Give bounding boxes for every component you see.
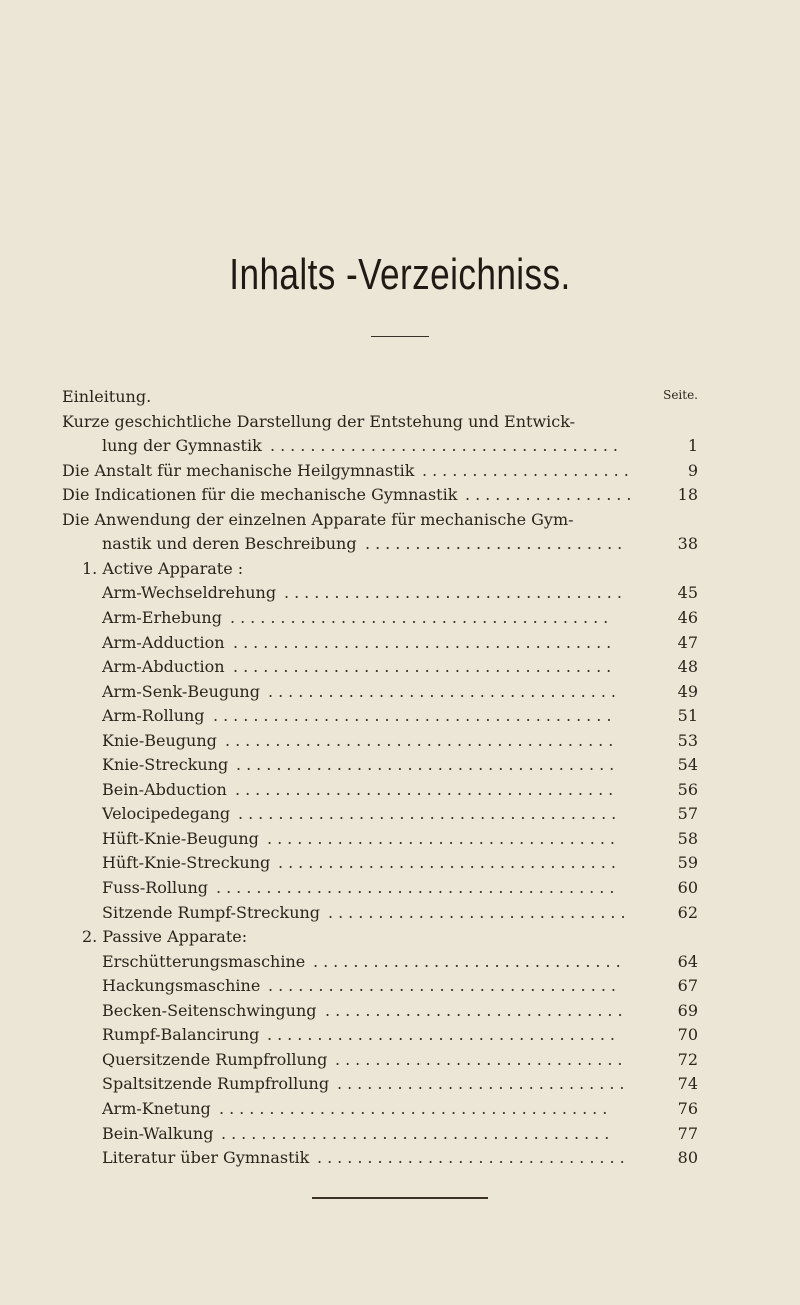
- leader-dots: ...............................: [317, 1148, 630, 1168]
- toc-entry-title: Velocipedegang: [102, 804, 231, 824]
- toc-entry-title: Bein-Walkung: [102, 1123, 214, 1143]
- leader-dots: ......................................: [236, 755, 620, 775]
- toc-entry-page: 45: [677, 583, 698, 603]
- leader-dots: .......................................: [221, 1123, 615, 1143]
- toc-entry-title: Kurze geschichtliche Darstellung der Entstehung und Entwick-: [62, 411, 576, 431]
- toc-entry-title: Fuss-Rollung: [102, 878, 208, 897]
- toc-entry-page: 58: [677, 828, 698, 848]
- toc-entry-page: 54: [677, 755, 698, 775]
- toc-entry-title: Bein-Abduction: [102, 779, 227, 799]
- toc-entry-title: Arm-Rollung: [102, 706, 205, 726]
- leader-dots: ........................................: [216, 878, 620, 897]
- toc-entry-title: Knie-Streckung: [102, 755, 229, 775]
- toc-entry: [62, 679, 698, 705]
- toc-entry: [62, 1121, 698, 1147]
- toc-entry-page: 57: [677, 804, 698, 824]
- toc-entry-page: 76: [677, 1098, 698, 1118]
- toc-entry: [62, 801, 698, 827]
- toc-entry: [62, 703, 698, 729]
- toc-entry-title: Einleitung.: [62, 387, 152, 406]
- leader-dots: ...................................: [267, 828, 621, 848]
- toc-entry-page: 9: [687, 460, 698, 480]
- toc-entry-page: 69: [677, 1000, 698, 1020]
- toc-entry-page: 46: [677, 607, 698, 627]
- toc-entry: [62, 605, 698, 631]
- toc-entry-page: 80: [677, 1148, 698, 1168]
- toc-entry: [62, 1071, 698, 1097]
- toc-entry-title: Arm-Wechseldrehung: [102, 583, 277, 603]
- toc-entry-page: 74: [677, 1074, 698, 1094]
- toc-entry-page: 18: [677, 485, 698, 505]
- toc-entry: [62, 924, 698, 950]
- leader-dots: ......................................: [230, 607, 614, 627]
- bottom-divider: [312, 1197, 488, 1199]
- toc-entry-page: 51: [677, 706, 698, 726]
- toc-entry: [62, 998, 698, 1024]
- leader-dots: .............................: [335, 1049, 628, 1069]
- leader-dots: ..................................: [284, 583, 627, 603]
- toc-entry-page: 64: [677, 951, 698, 971]
- toc-entry-page: 1: [687, 436, 698, 456]
- toc-entry-page: 77: [677, 1123, 698, 1143]
- toc-entry: [62, 777, 698, 803]
- leader-dots: ..........................: [365, 534, 628, 554]
- toc-entry: [62, 630, 698, 656]
- leader-dots: ..............................: [325, 1000, 628, 1020]
- toc-entry-page: 60: [677, 878, 698, 897]
- toc-entry: [62, 433, 698, 459]
- toc-entry-page: 53: [677, 730, 698, 750]
- toc-entry-title: Arm-Erhebung: [102, 607, 222, 627]
- page-title: Inhalts -Verzeichniss.: [229, 250, 571, 299]
- toc-entry: [62, 458, 698, 484]
- toc-entry-title: Arm-Senk-Beugung: [102, 681, 260, 701]
- page-column-header: Seite.: [663, 388, 698, 402]
- toc-entry-title: Die Anwendung der einzelnen Apparate für mechanische Gym-: [62, 509, 574, 529]
- toc-entry: [62, 752, 698, 778]
- toc-entry-title: Arm-Abduction: [102, 657, 225, 677]
- leader-dots: ...................................: [267, 1025, 621, 1045]
- toc-entry-title: nastik und deren Beschreibung: [102, 534, 357, 554]
- leader-dots: ...................................: [270, 436, 624, 456]
- toc-entry-title: Erschütterungsmaschine: [102, 951, 306, 971]
- toc-entry-title: Quersitzende Rumpfrollung: [102, 1049, 328, 1069]
- toc-entry: [62, 900, 698, 926]
- toc-entry-page: 59: [677, 853, 698, 873]
- toc-entry: [62, 507, 698, 533]
- toc-entry-title: Hackungsmaschine: [102, 976, 261, 996]
- leader-dots: ......................................: [233, 657, 617, 677]
- leader-dots: ......................................: [233, 632, 617, 652]
- leader-dots: .......................................: [219, 1098, 613, 1118]
- toc-entry-page: 62: [677, 902, 698, 922]
- toc-entry: [62, 409, 698, 435]
- toc-entry-page: 70: [677, 1025, 698, 1045]
- toc-entry: [62, 850, 698, 876]
- toc-entry-page: 67: [677, 976, 698, 996]
- leader-dots: .......................................: [225, 730, 619, 750]
- toc-entry-title: Die Anstalt für mechanische Heilgymnastik: [62, 460, 415, 480]
- toc-entry: [62, 1047, 698, 1073]
- toc-entry: [62, 1145, 698, 1171]
- leader-dots: ...................................: [268, 681, 622, 701]
- toc-entry-title: Becken-Seitenschwingung: [102, 1000, 317, 1020]
- toc-entry-title: Spaltsitzende Rumpfrollung: [102, 1074, 330, 1094]
- toc-entry-title: Literatur über Gymnastik: [102, 1148, 310, 1168]
- toc-entry-title: 1. Active Apparate :: [82, 558, 244, 578]
- toc-entry: [62, 1096, 698, 1122]
- toc-entry: [62, 654, 698, 680]
- toc-entry-page: 49: [677, 681, 698, 701]
- toc-entry-title: Hüft-Knie-Beugung: [102, 828, 259, 848]
- toc-entry: [62, 728, 698, 754]
- leader-dots: ...............................: [313, 951, 626, 971]
- toc-entry-title: 2. Passive Apparate:: [82, 927, 248, 947]
- toc-entry-title: Arm-Adduction: [102, 632, 225, 652]
- leader-dots: .....................: [422, 460, 634, 480]
- toc-entry-title: Knie-Beugung: [102, 730, 217, 750]
- toc-entry: [62, 580, 698, 606]
- toc-entry: [62, 482, 698, 508]
- toc-entry: [62, 384, 698, 410]
- leader-dots: ..................................: [278, 853, 621, 873]
- toc-entry: [62, 826, 698, 852]
- toc-entry-page: 38: [677, 534, 698, 554]
- leader-dots: ...................................: [268, 976, 622, 996]
- toc-entry-title: Sitzende Rumpf-Streckung: [102, 902, 321, 922]
- leader-dots: ........................................: [213, 706, 617, 726]
- toc-entry: [62, 556, 698, 582]
- toc-entry-page: 56: [677, 779, 698, 799]
- toc-entry: [62, 875, 698, 901]
- leader-dots: .................: [465, 485, 637, 505]
- leader-dots: ......................................: [235, 779, 619, 799]
- toc-entry-title: Rumpf-Balancirung: [102, 1025, 260, 1045]
- toc-entry: [62, 1022, 698, 1048]
- toc-entry-title: Die Indicationen für die mechanische Gymnastik: [62, 485, 458, 505]
- toc-entry: [62, 531, 698, 557]
- toc-entry: [62, 949, 698, 975]
- toc-entry-page: 48: [677, 657, 698, 677]
- toc-entry: [62, 973, 698, 999]
- toc-entry-title: lung der Gymnastik: [102, 436, 262, 456]
- leader-dots: ......................................: [238, 804, 622, 824]
- leader-dots: ..............................: [328, 902, 631, 922]
- toc-entry-title: Arm-Knetung: [102, 1098, 211, 1118]
- title-divider: [371, 336, 429, 337]
- toc-entry-page: 72: [677, 1049, 698, 1069]
- toc-entry-page: 47: [677, 632, 698, 652]
- toc-entry-title: Hüft-Knie-Streckung: [102, 853, 271, 873]
- leader-dots: .............................: [337, 1074, 630, 1094]
